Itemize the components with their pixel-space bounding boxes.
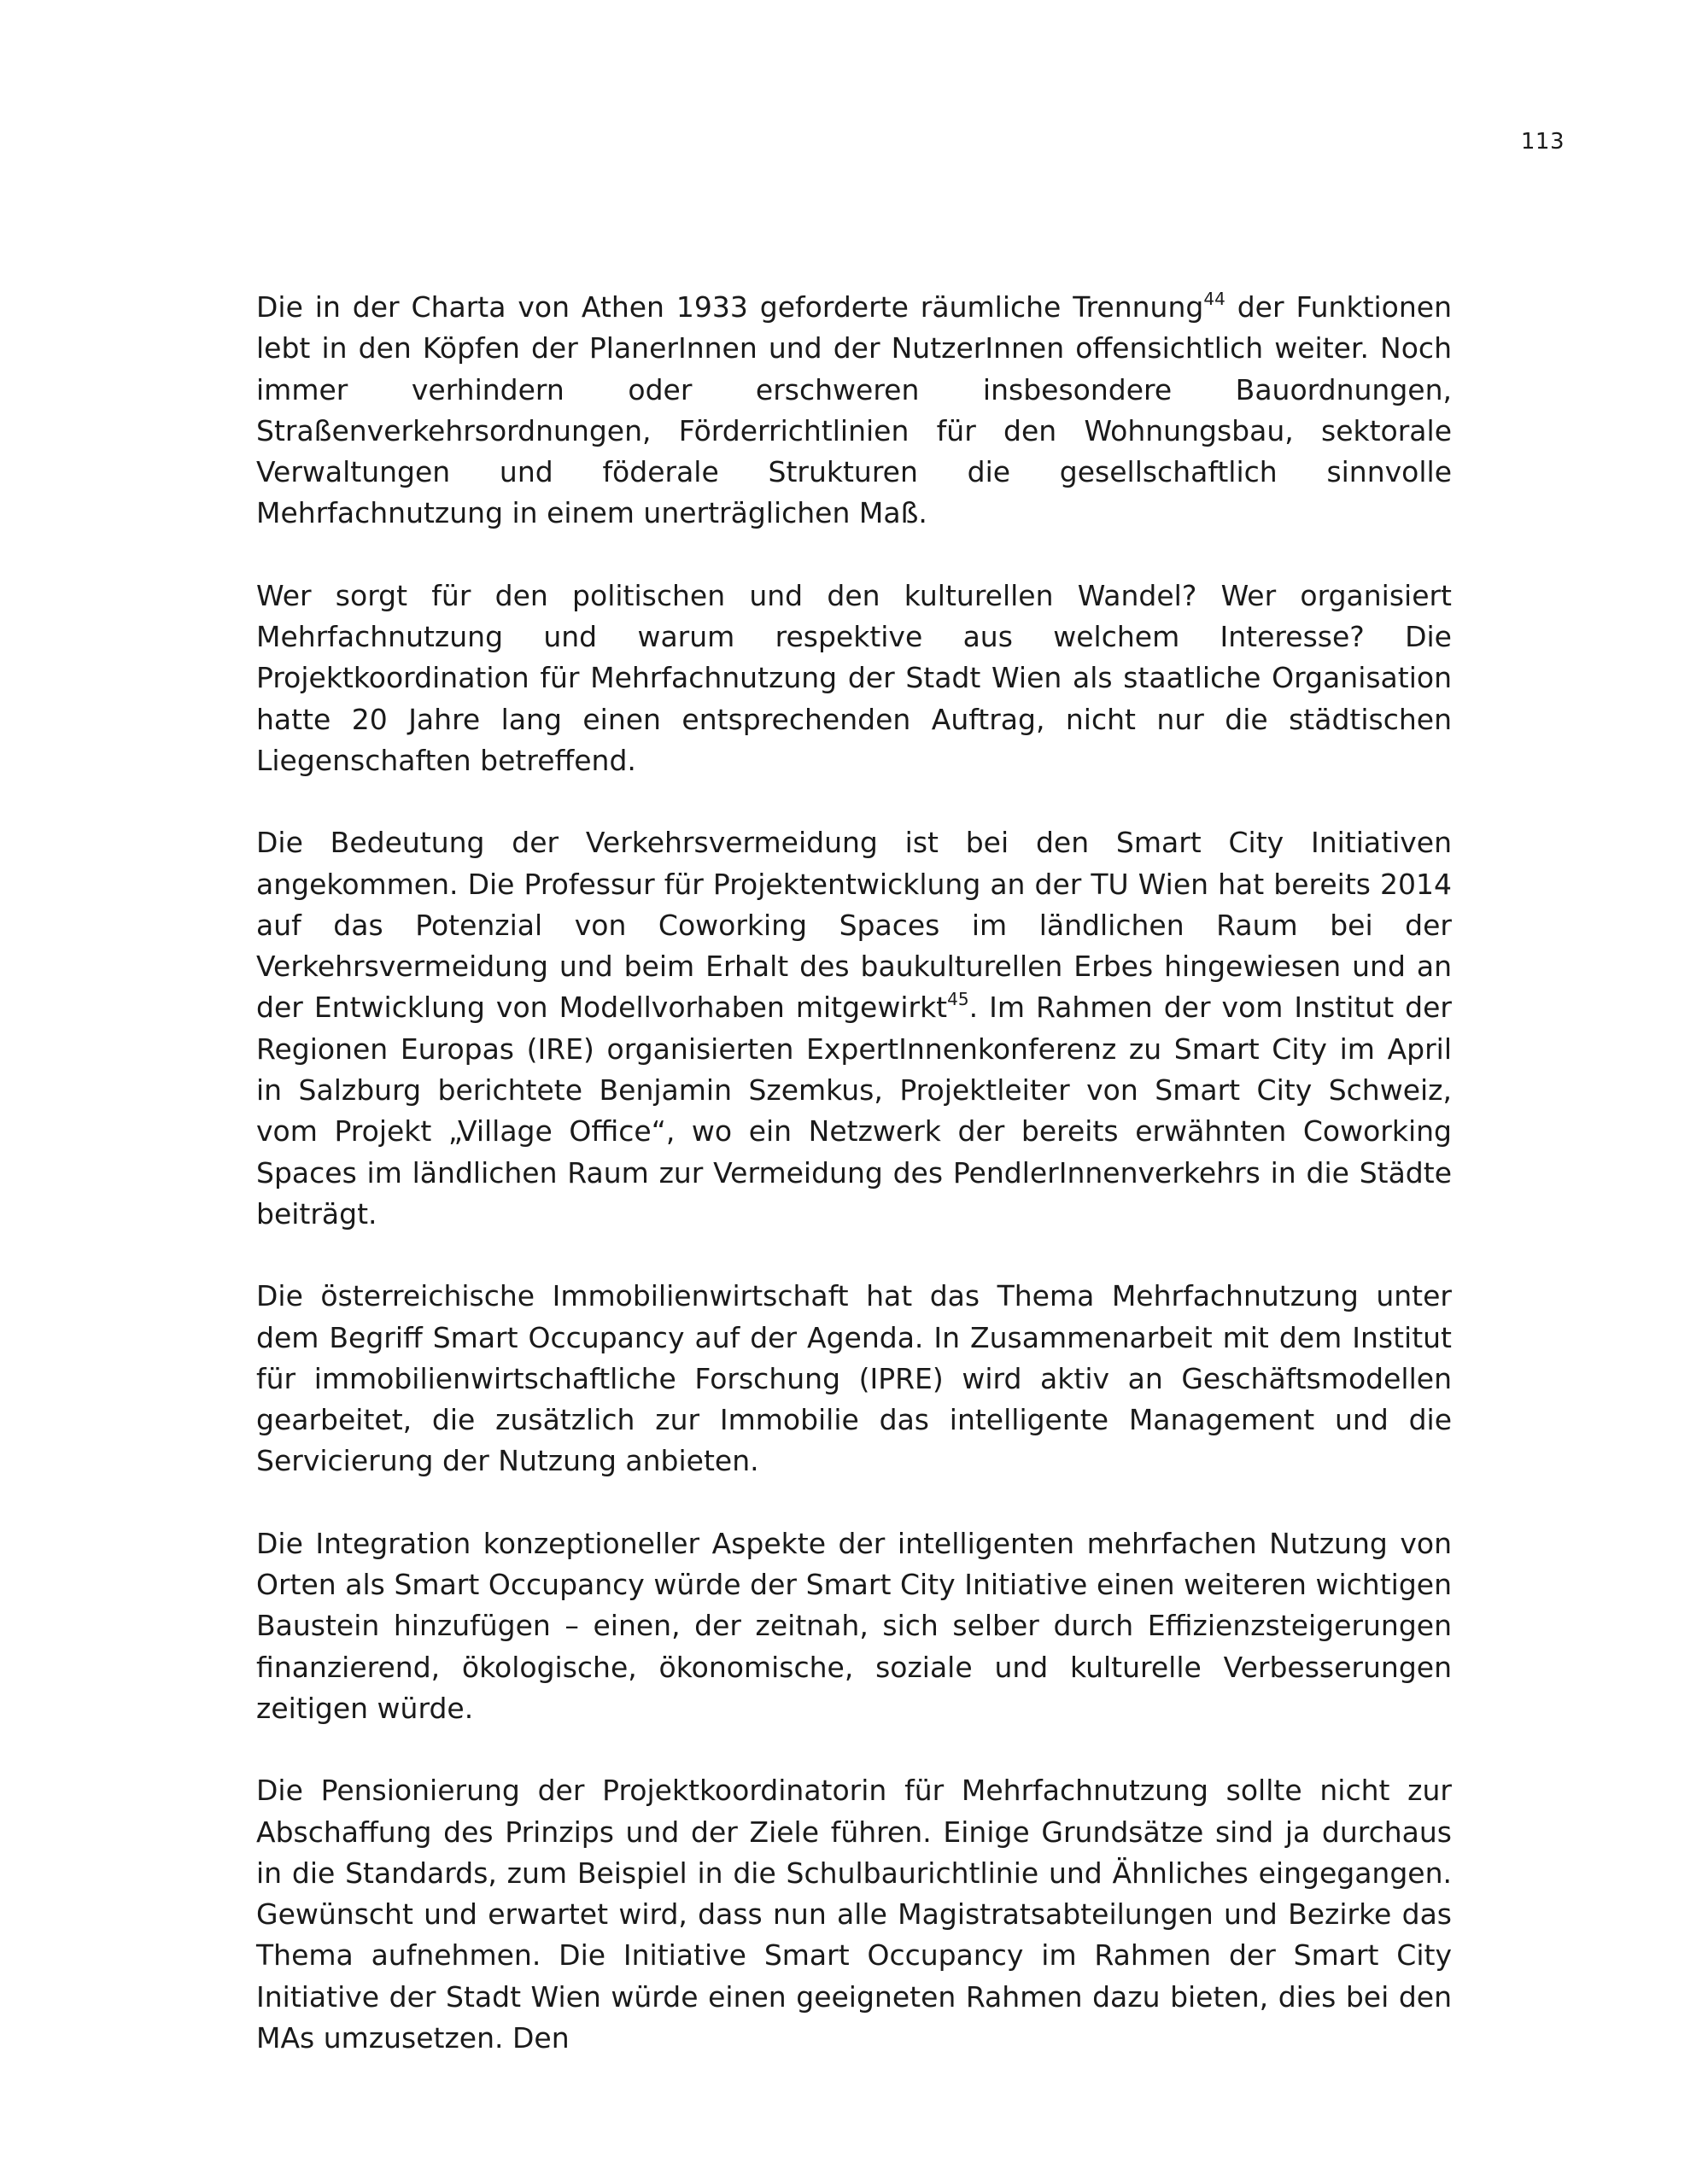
paragraph-smart-occupancy: Die Integration konzeptioneller Aspekte der intelligenten mehrfachen Nutzung von Orten als Smart Occupancy würde der Smart City Initiative einen weiteren wichtigen Baustein hinzufügen – einen, der zeitnah, sich selber durch Effizienzsteigerungen finanzierend, ökologische, ökonomische, soziale und kulturelle Verbesserungen zeitigen würde. [256, 1526, 1452, 1725]
paragraph-text: Die in der Charta von Athen 1933 geforderte räumliche Trennung [256, 290, 1204, 324]
paragraph-verkehrsvermeidung [256, 822, 1452, 1235]
paragraph-immobilienwirtschaft: Die österreichische Immobilienwirtschaft hat das Thema Mehrfachnutzung unter dem Begriff Smart Occupancy auf der Agenda. In Zusammenarbeit mit dem Institut für immobilienwirtschaftliche Forschung (IPRE) wird aktiv an Geschäftsmodellen gearbeitet, die zusätzlich zur Immobilie das intelligente Management und die Servicierung der Nutzung anbieten. [256, 1279, 1452, 1478]
paragraph-wandel: Wer sorgt für den politischen und den kulturellen Wandel? Wer organisiert Mehrfachnutzung und warum respektive aus welchem Interesse? Die Projektkoordination für Mehrfachnutzung der Stadt Wien als staatliche Organisation hatte 20 Jahre lang einen entsprechenden Auftrag, nicht nur die städtischen Liegenschaften betreffend. [256, 578, 1452, 777]
footnote-reference-44: 44 [1203, 289, 1225, 309]
text-column [256, 287, 1452, 2100]
paragraph-charta-athen [256, 287, 1452, 535]
paragraph-pensionierung: Die Pensionierung der Projektkoordinatorin für Mehrfachnutzung sollte nicht zur Abschaffung des Prinzips und der Ziele führen. Einige Grundsätze sind ja durchaus in die Standards, zum Beispiel in die Schulbaurichtlinie und Ähnliches eingegangen. Gewünscht und erwartet wird, dass nun alle Magistratsabteilungen und Bezirke das Thema aufnehmen. Die Initiative Smart Occupancy im Rahmen der Smart City Initiative der Stadt Wien würde einen geeigneten Rahmen dazu bieten, dies bei den MAs umzusetzen. Den [256, 1774, 1452, 2055]
paragraph-text: der Funktionen lebt in den Köpfen der PlanerInnen und der NutzerInnen offensichtlich weiter. Noch immer verhindern oder erschweren insbesondere Bauordnungen, Straßenverkehrsordnungen, Förderrichtlinien für den Wohnungsbau, sektorale Verwaltungen und föderale Strukturen die gesellschaftlich sinnvolle Mehrfachnutzung in einem unerträglichen Maß. [256, 290, 1452, 530]
paragraph-text: . Im Rahmen der vom Institut der Regionen Europas (IRE) organisierten ExpertInnenkonferenz zu Smart City im April in Salzburg berichtete Benjamin Szemkus, Projektleiter von Smart City Schweiz, vom Projekt „Village Office“, wo ein Netzwerk der bereits erwähnten Coworking Spaces im ländlichen Raum zur Vermeidung des PendlerInnenverkehrs in die Städte beiträgt. [256, 991, 1452, 1230]
footnote-reference-45: 45 [947, 989, 969, 1010]
page-number: 113 [1520, 129, 1565, 155]
paragraph-text: Die Bedeutung der Verkehrsvermeidung ist bei den Smart City Initiativen angekommen. Die Professur für Projektentwicklung an der TU Wien hat bereits 2014 auf das Potenzial von Coworking Spaces im ländlichen Raum bei der Verkehrsvermeidung und beim Erhalt des baukulturellen Erbes hingewiesen und an der Entwicklung von Modellvorhaben mitgewirkt [256, 826, 1452, 1025]
